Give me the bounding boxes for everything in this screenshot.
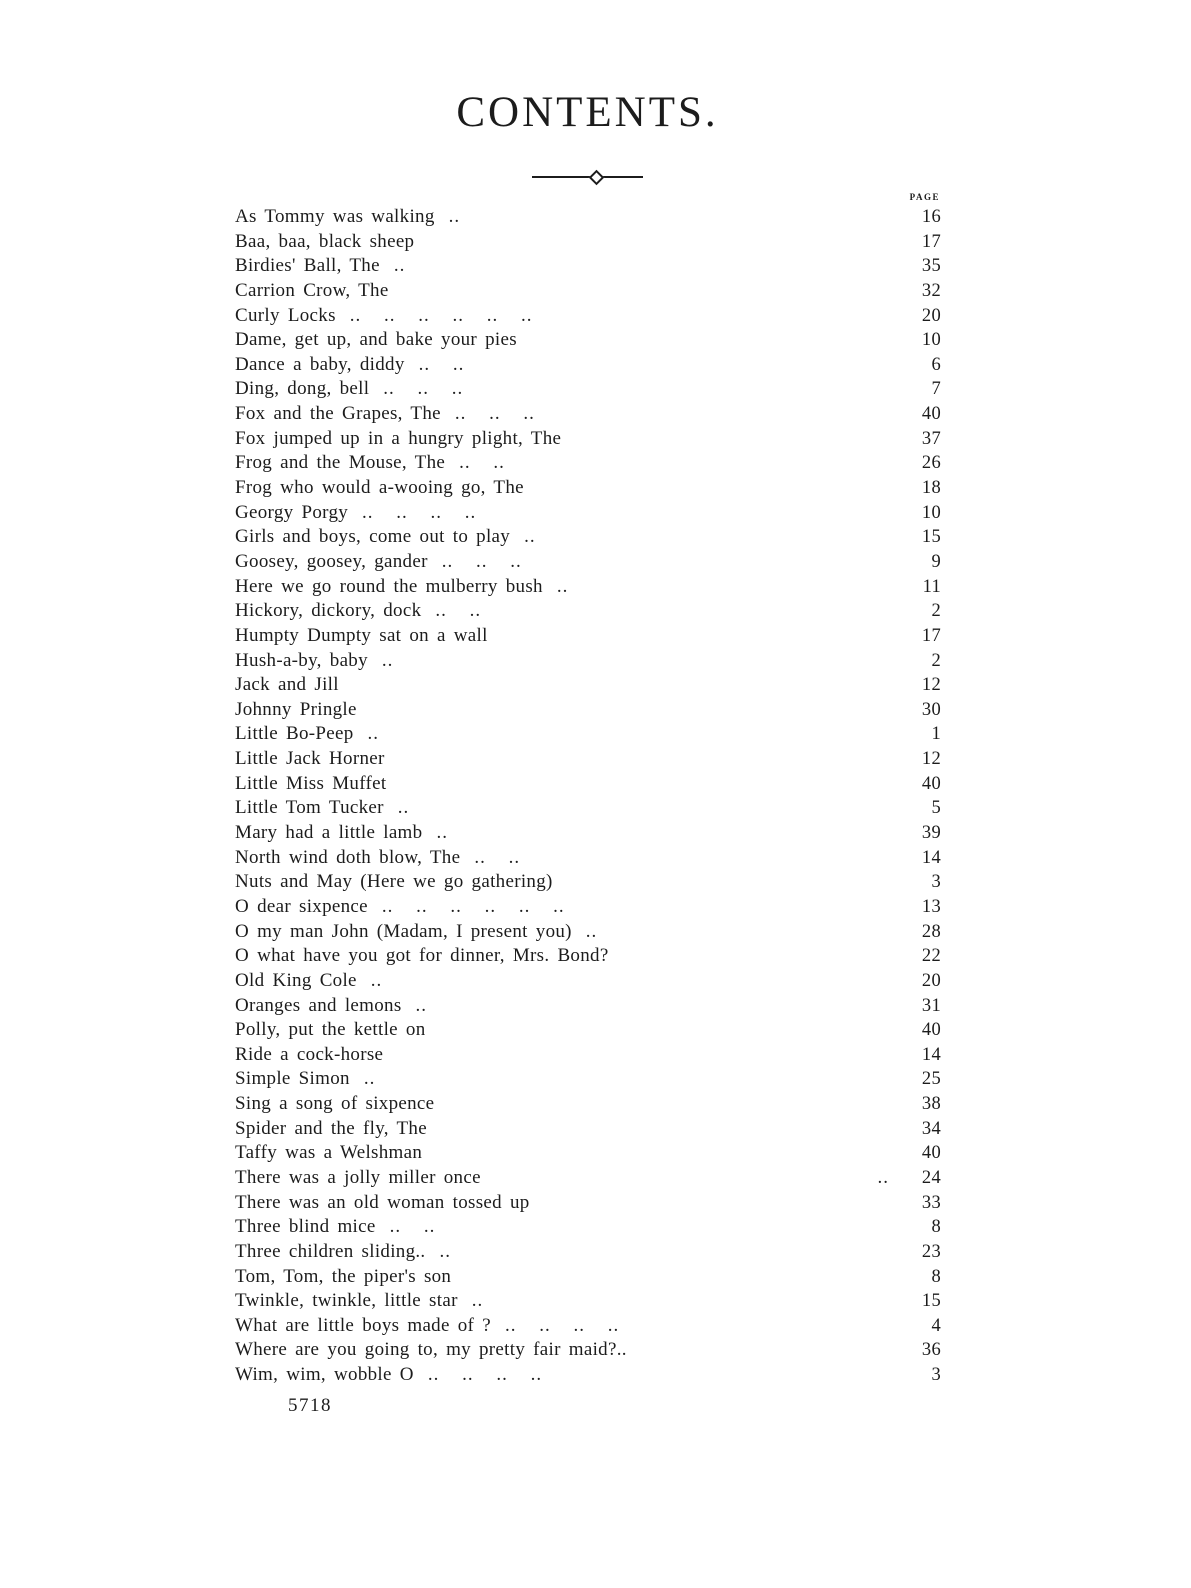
toc-entry-page-number: 5	[931, 798, 941, 819]
toc-entry-page-number: 28	[921, 921, 941, 942]
toc-entry-page-number: 8	[931, 1217, 941, 1238]
toc-entry	[235, 748, 941, 773]
toc-entry	[235, 477, 941, 502]
toc-entry-title: Georgy Porgy	[235, 501, 349, 523]
toc-entry-leader-dots: ..	[370, 969, 383, 991]
toc-entry-title: Fox jumped up in a hungry plight, The	[235, 427, 562, 449]
toc-entry-title: Oranges and lemons	[235, 994, 402, 1016]
toc-entry-title: There was a jolly miller once	[235, 1166, 481, 1188]
toc-entry-leader-dots: .. .. ..	[441, 550, 522, 572]
toc-entry	[235, 1019, 941, 1044]
toc-entry-leader-dots: ..	[524, 526, 536, 548]
toc-entry	[235, 945, 941, 970]
toc-entry-page-number: 18	[921, 478, 941, 499]
toc-entry-page-number: 6	[931, 354, 941, 375]
toc-entry-page-number: 40	[921, 1020, 941, 1041]
toc-entry-title: Twinkle, twinkle, little star	[235, 1290, 458, 1312]
toc-list	[235, 206, 941, 1389]
toc-entry-leader-dots: ..	[436, 822, 448, 844]
toc-entry-leader-dots: ..	[397, 797, 410, 819]
toc-entry-page-number: 33	[921, 1192, 941, 1213]
toc-entry	[235, 354, 941, 379]
page-column-header: PAGE	[909, 192, 940, 202]
toc-entry-title: As Tommy was walking	[235, 206, 435, 227]
toc-entry-page-number: 40	[921, 404, 941, 425]
toc-entry-title: Baa, baa, black sheep	[235, 230, 415, 252]
toc-entry-leader-dots: ..	[381, 649, 394, 671]
toc-entry-leader-dots: ..	[415, 994, 428, 1016]
toc-entry-title: Ding, dong, bell	[235, 378, 370, 400]
toc-entry-leader-dots: .. ..	[435, 600, 482, 622]
toc-entry-title: Girls and boys, come out to play	[235, 526, 511, 548]
toc-entry-page-number: 15	[921, 1291, 941, 1312]
toc-entry-title: Frog and the Mouse, The	[235, 452, 446, 474]
toc-entry-title: Little Jack Horner	[235, 748, 385, 770]
toc-entry-page-number: 40	[921, 773, 941, 794]
toc-entry-page-number: 3	[931, 872, 941, 893]
toc-entry-title: Goosey, goosey, gander	[235, 550, 428, 572]
toc-entry-title: Polly, put the kettle on	[235, 1019, 426, 1041]
toc-entry-page-number: 17	[921, 231, 941, 252]
toc-entry-leader-dots: ..	[439, 1240, 451, 1262]
toc-entry-page-number: 25	[921, 1069, 941, 1090]
toc-entry-page-number: 40	[921, 1143, 941, 1164]
toc-entry	[235, 1216, 941, 1241]
toc-entry-title: What are little boys made of ?	[235, 1314, 491, 1336]
toc-entry-title: Little Tom Tucker	[235, 797, 384, 819]
toc-entry-page-number: 8	[931, 1266, 941, 1287]
toc-entry-page-number: 26	[921, 453, 941, 474]
toc-entry-leader-dots: ..	[448, 206, 461, 227]
toc-entry-page-number: 38	[921, 1094, 941, 1115]
toc-entry-page-number: 14	[921, 1044, 941, 1065]
toc-entry-leader-dots: .. ..	[474, 846, 521, 868]
toc-entry-title: O my man John (Madam, I present you)	[235, 920, 572, 942]
toc-entry-page-number: 2	[931, 601, 941, 622]
toc-entry	[235, 797, 941, 822]
toc-entry-leader-dots: .. .. .. .. .. ..	[349, 304, 533, 326]
toc-entry	[235, 305, 941, 330]
toc-entry	[235, 1290, 941, 1315]
toc-entry-leader-dots: .. ..	[418, 353, 465, 375]
toc-entry-title: Sing a song of sixpence	[235, 1093, 435, 1115]
toc-entry-title: Curly Locks	[235, 304, 336, 326]
toc-entry-page-number: 11	[922, 576, 941, 597]
toc-entry-page-number: 12	[921, 749, 941, 770]
toc-entry-page-number: 35	[921, 256, 941, 277]
toc-entry-title: North wind doth blow, The	[235, 846, 461, 868]
toc-entry-page-number: 16	[921, 207, 941, 227]
toc-entry-page-number: 4	[931, 1315, 941, 1336]
toc-entry-title: Hickory, dickory, dock	[235, 600, 422, 622]
toc-entry-title: Three blind mice	[235, 1216, 376, 1238]
toc-entry-title: Three children sliding..	[235, 1240, 426, 1262]
toc-entry-page-number: 10	[921, 330, 941, 351]
toc-entry-leader-dots: ..	[363, 1068, 376, 1090]
toc-entry-page-number: 14	[921, 847, 941, 868]
toc-entry	[235, 921, 941, 946]
toc-entry-page-number: 2	[931, 650, 941, 671]
toc-entry	[235, 329, 941, 354]
toc-entry	[235, 1339, 941, 1364]
toc-entry-title: Fox and the Grapes, The	[235, 403, 441, 425]
toc-entry-leader-dots: .. ..	[459, 452, 505, 474]
toc-entry-title: Little Bo-Peep	[235, 723, 354, 745]
divider-rule-right	[603, 176, 643, 178]
divider-rule-left	[532, 176, 590, 178]
toc-entry	[235, 995, 941, 1020]
toc-entry-page-number: 34	[921, 1118, 941, 1139]
toc-entry-title: Here we go round the mulberry bush	[235, 575, 543, 597]
toc-entry	[235, 600, 941, 625]
toc-entry-page-number: 39	[921, 823, 941, 844]
toc-entry	[235, 625, 941, 650]
toc-entry	[235, 231, 941, 256]
toc-entry-leader-dots: .. .. .. ..	[427, 1364, 543, 1386]
toc-entry-right-dots: ..	[877, 1166, 889, 1188]
toc-entry-title: Simple Simon	[235, 1068, 350, 1090]
toc-entry	[235, 280, 941, 305]
toc-entry-page-number: 20	[921, 305, 941, 326]
toc-entry-page-number: 23	[921, 1241, 941, 1262]
toc-entry-leader-dots: .. ..	[389, 1216, 436, 1238]
toc-entry-title: Johnny Pringle	[235, 698, 357, 720]
toc-entry	[235, 871, 941, 896]
toc-entry	[235, 1068, 941, 1093]
toc-entry	[235, 1142, 941, 1167]
toc-entry	[235, 847, 941, 872]
toc-entry-leader-dots: ..	[556, 575, 569, 597]
toc-entry-title: O dear sixpence	[235, 895, 368, 917]
toc-entry	[235, 1167, 941, 1192]
toc-entry-title: Carrion Crow, The	[235, 279, 389, 301]
toc-entry-title: Mary had a little lamb	[235, 822, 423, 844]
toc-entry-leader-dots: .. .. .. ..	[504, 1314, 620, 1336]
toc-entry-page-number: 9	[931, 551, 941, 572]
toc-entry-page-number: 30	[921, 699, 941, 720]
toc-entry-title: Hush-a-by, baby	[235, 649, 368, 671]
toc-entry-page-number: 7	[931, 379, 941, 400]
toc-entry-title: Humpty Dumpty sat on a wall	[235, 624, 488, 646]
toc-entry-page-number: 36	[921, 1340, 941, 1361]
toc-entry	[235, 206, 941, 231]
toc-entry-page-number: 3	[931, 1365, 941, 1386]
toc-entry-title: Little Miss Muffet	[235, 772, 387, 794]
toc-entry-title: Taffy was a Welshman	[235, 1142, 423, 1164]
toc-entry	[235, 551, 941, 576]
toc-entry-page-number: 24	[921, 1167, 941, 1188]
toc-entry-page-number: 32	[921, 280, 941, 301]
toc-entry-page-number: 31	[921, 995, 941, 1016]
toc-entry	[235, 1364, 941, 1389]
toc-entry	[235, 723, 941, 748]
toc-entry-page-number: 20	[921, 970, 941, 991]
toc-entry-leader-dots: ..	[471, 1290, 484, 1312]
toc-entry	[235, 452, 941, 477]
toc-entry	[235, 699, 941, 724]
toc-entry	[235, 1315, 941, 1340]
toc-entry-title: Ride a cock-horse	[235, 1043, 384, 1065]
toc-entry	[235, 1266, 941, 1291]
toc-entry-title: Dance a baby, diddy	[235, 353, 405, 375]
toc-entry-leader-dots: ..	[367, 723, 380, 745]
toc-entry-title: Old King Cole	[235, 969, 357, 991]
toc-entry	[235, 674, 941, 699]
toc-entry-page-number: 10	[921, 502, 941, 523]
toc-entry	[235, 1093, 941, 1118]
toc-entry-page-number: 22	[921, 946, 941, 967]
toc-entry	[235, 896, 941, 921]
divider-ornament	[235, 170, 940, 184]
toc-entry	[235, 526, 941, 551]
toc-entry-title: Dame, get up, and bake your pies	[235, 329, 517, 351]
toc-entry-leader-dots: .. .. ..	[383, 378, 464, 400]
toc-entry	[235, 1118, 941, 1143]
toc-entry-title: Birdies' Ball, The	[235, 255, 380, 277]
toc-entry-leader-dots: .. .. ..	[454, 403, 535, 425]
page-title: CONTENTS.	[456, 89, 719, 136]
toc-entry-page-number: 13	[921, 896, 941, 917]
diamond-ornament-icon	[589, 169, 605, 185]
toc-entry-page-number: 15	[921, 527, 941, 548]
toc-entry	[235, 428, 941, 453]
toc-entry-title: Jack and Jill	[235, 674, 339, 696]
toc-entry	[235, 650, 941, 675]
toc-entry-title: Nuts and May (Here we go gathering)	[235, 871, 553, 893]
toc-entry	[235, 822, 941, 847]
toc-entry-page-number: 37	[921, 428, 941, 449]
toc-entry	[235, 255, 941, 280]
toc-entry-title: Tom, Tom, the piper's son	[235, 1265, 452, 1287]
toc-entry-page-number: 17	[921, 625, 941, 646]
toc-entry-leader-dots: ..	[393, 255, 406, 277]
toc-entry-title: Frog who would a-wooing go, The	[235, 477, 524, 499]
toc-entry-title: Where are you going to, my pretty fair maid?..	[235, 1339, 627, 1361]
toc-entry-title: Wim, wim, wobble O	[235, 1364, 414, 1386]
toc-entry-page-number: 12	[921, 675, 941, 696]
toc-entry-title: O what have you got for dinner, Mrs. Bond?	[235, 945, 609, 967]
toc-entry-title: Spider and the fly, The	[235, 1117, 427, 1139]
toc-entry	[235, 403, 941, 428]
toc-entry	[235, 970, 941, 995]
toc-entry	[235, 576, 941, 601]
toc-entry	[235, 502, 941, 527]
toc-entry	[235, 1044, 941, 1069]
toc-entry	[235, 1192, 941, 1217]
toc-entry	[235, 773, 941, 798]
toc-entry-leader-dots: .. .. .. .. .. ..	[381, 895, 565, 917]
toc-entry	[235, 378, 941, 403]
toc-entry-leader-dots: .. .. .. ..	[362, 501, 477, 523]
plate-number: 5718	[288, 1395, 332, 1416]
toc-entry	[235, 1241, 941, 1266]
toc-entry-leader-dots: ..	[585, 920, 598, 942]
toc-entry-page-number: 1	[931, 724, 941, 745]
toc-entry-title: There was an old woman tossed up	[235, 1191, 530, 1213]
